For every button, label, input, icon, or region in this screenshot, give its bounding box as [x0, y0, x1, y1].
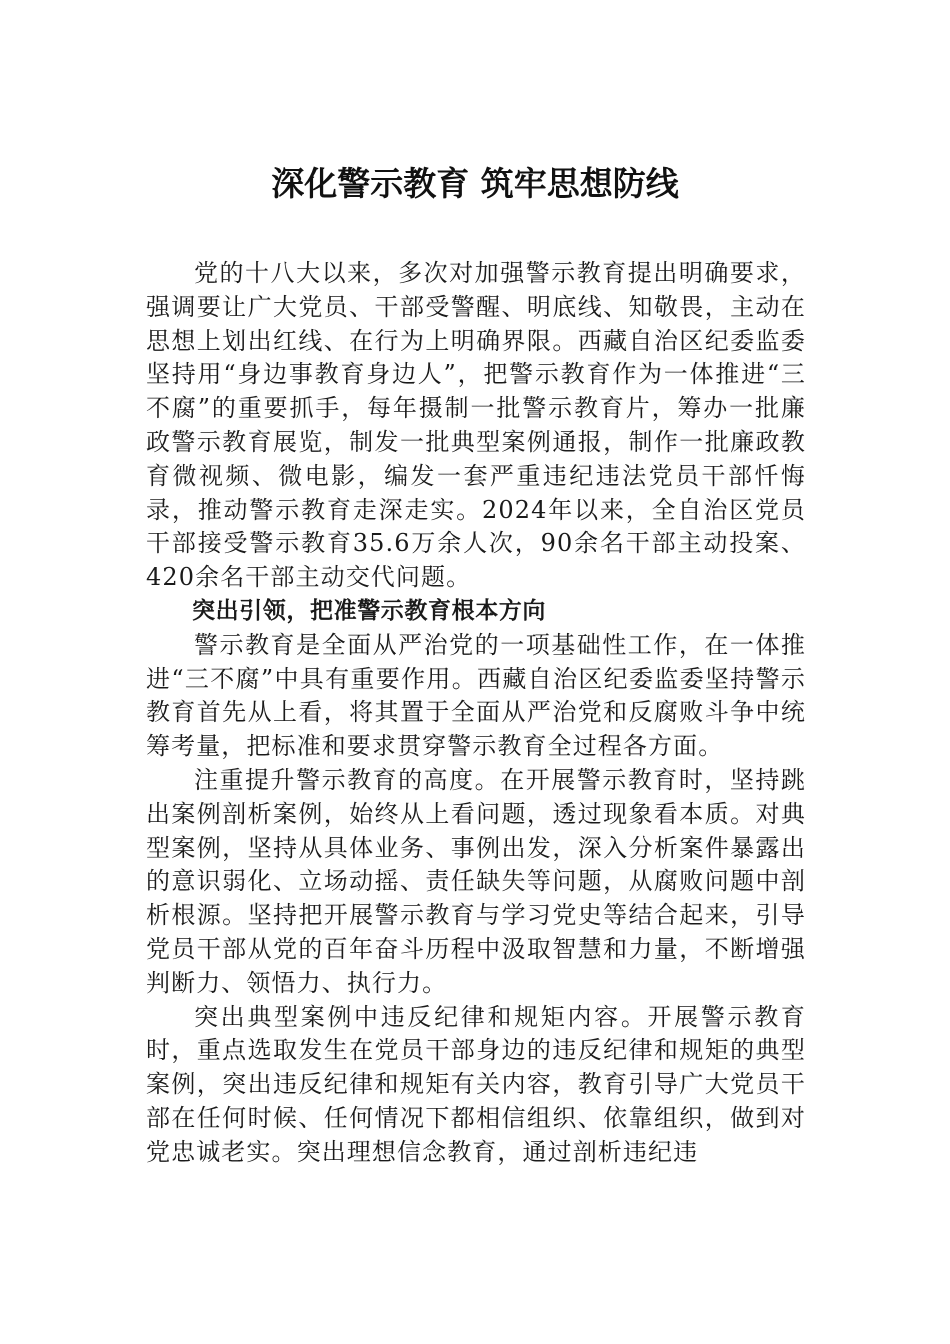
section-heading: 突出引领，把准警示教育根本方向 — [192, 597, 546, 624]
document-body — [146, 257, 806, 1170]
intro-paragraph: 党的十八大以来，多次对加强警示教育提出明确要求，强调要让广大党员、干部受警醒、明底线、知敬畏，主动在思想上划出红线、在行为上明确界限。西藏自治区纪委监委坚持用“身边事教育身边人”，把警示教育作为一体推进“三不腐”的重要抓手，每年摄制一批警示教育片，筹办一批廉政警示教育展览，制发一批典型案例通报，制作一批廉政教育微视频、微电影，编发一套严重违纪违法党员干部忏悔录，推动警示教育走深走实。2024年以来，全自治区党员干部接受警示教育35.6万余人次，90余名干部主动投案、420余名干部主动交代问题。 — [146, 259, 806, 592]
body-paragraph: 注重提升警示教育的高度。在开展警示教育时，坚持跳出案例剖析案例，始终从上看问题，透过现象看本质。对典型案例，坚持从具体业务、事例出发，深入分析案件暴露出的意识弱化、立场动摇、责任缺失等问题，从腐败问题中剖析根源。坚持把开展警示教育与学习党史等结合起来，引导党员干部从党的百年奋斗历程中汲取智慧和力量，不断增强判断力、领悟力、执行力。 — [146, 765, 806, 997]
document-title: 深化警示教育 筑牢思想防线 — [271, 164, 679, 203]
body-paragraph: 警示教育是全面从严治党的一项基础性工作，在一体推进“三不腐”中具有重要作用。西藏自治区纪委监委坚持警示教育首先从上看，将其置于全面从严治党和反腐败斗争中统筹考量，把标准和要求贯穿警示教育全过程各方面。 — [146, 630, 806, 761]
body-paragraph: 突出典型案例中违反纪律和规矩内容。开展警示教育时，重点选取发生在党员干部身边的违反纪律和规矩的典型案例，突出违反纪律和规矩有关内容，教育引导广大党员干部在任何时候、任何情况下都相信组织、依靠组织，做到对党忠诚老实。突出理想信念教育，通过剖析违纪违 — [146, 1002, 806, 1166]
